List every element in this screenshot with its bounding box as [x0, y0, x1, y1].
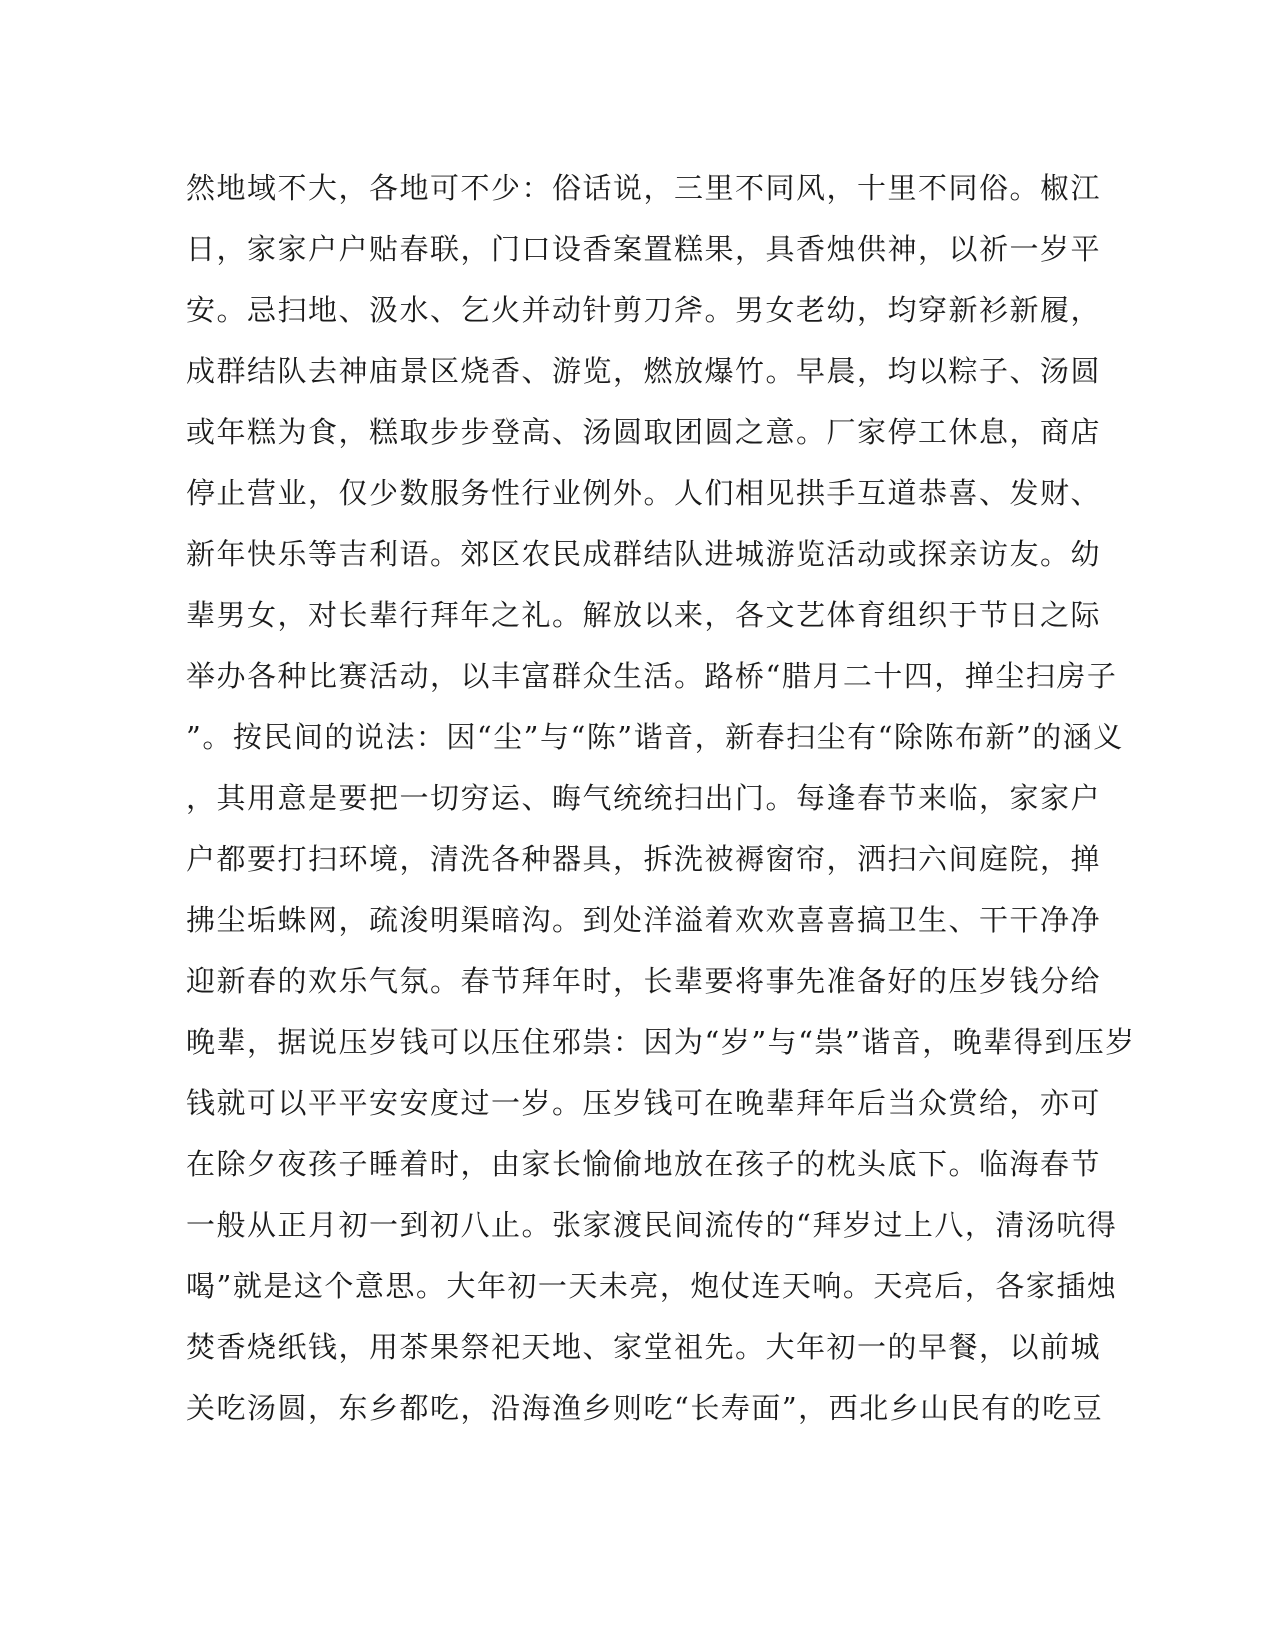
text-line: 日，家家户户贴春联，门口设香案置糕果，具香烛供神，以祈一岁平 — [186, 232, 1102, 266]
text-line: 在除夕夜孩子睡着时，由家长愉偷地放在孩子的枕头底下。临海春节 — [186, 1147, 1102, 1181]
text-line: 然地域不大，各地可不少：俗话说，三里不同风，十里不同俗。椒江 — [186, 171, 1102, 205]
text-line: 钱就可以平平安安度过一岁。压岁钱可在晚辈拜年后当众赏给，亦可 — [186, 1086, 1102, 1120]
text-line: 新年快乐等吉利语。郊区农民成群结队进城游览活动或探亲访友。幼 — [186, 537, 1102, 571]
text-line: 关吃汤圆，东乡都吃，沿海渔乡则吃“长寿面”，西北乡山民有的吃豆 — [186, 1391, 1104, 1425]
text-line: 举办各种比赛活动，以丰富群众生活。路桥“腊月二十四，掸尘扫房子 — [186, 659, 1118, 693]
text-line: 辈男女，对长辈行拜年之礼。解放以来，各文艺体育组织于节日之际 — [186, 598, 1102, 632]
text-line: 晚辈，据说压岁钱可以压住邪祟：因为“岁”与“祟”谐音，晚辈得到压岁 — [186, 1025, 1136, 1059]
text-line: 迎新春的欢乐气氛。春节拜年时，长辈要将事先准备好的压岁钱分给 — [186, 964, 1102, 998]
text-line: 安。忌扫地、汲水、乞火并动针剪刀斧。男女老幼，均穿新衫新履， — [186, 293, 1102, 327]
body-text — [186, 158, 1136, 1439]
text-line: 焚香烧纸钱，用茶果祭祀天地、家堂祖先。大年初一的早餐，以前城 — [186, 1330, 1102, 1364]
text-line: 或年糕为食，糕取步步登高、汤圆取团圆之意。厂家停工休息，商店 — [186, 415, 1102, 449]
text-line: 停止营业，仅少数服务性行业例外。人们相见拱手互道恭喜、发财、 — [186, 476, 1102, 510]
text-line: 喝”就是这个意思。大年初一天未亮，炮仗连天响。天亮后，各家插烛 — [186, 1269, 1118, 1303]
text-line: 一般从正月初一到初八止。张家渡民间流传的“拜岁过上八，清汤吭得 — [186, 1208, 1118, 1242]
text-line: 成群结队去神庙景区烧香、游览，燃放爆竹。早晨，均以粽子、汤圆 — [186, 354, 1102, 388]
text-line: ，其用意是要把一切穷运、晦气统统扫出门。每逢春节来临，家家户 — [186, 781, 1102, 815]
text-line: 户都要打扫环境，清洗各种器具，拆洗被褥窗帘，洒扫六间庭院，掸 — [186, 842, 1102, 876]
text-line: ”。按民间的说法：因“尘”与“陈”谐音，新春扫尘有“除陈布新”的涵义 — [186, 720, 1124, 754]
text-line: 拂尘垢蛛网，疏浚明渠暗沟。到处洋溢着欢欢喜喜搞卫生、干干净净 — [186, 903, 1102, 937]
